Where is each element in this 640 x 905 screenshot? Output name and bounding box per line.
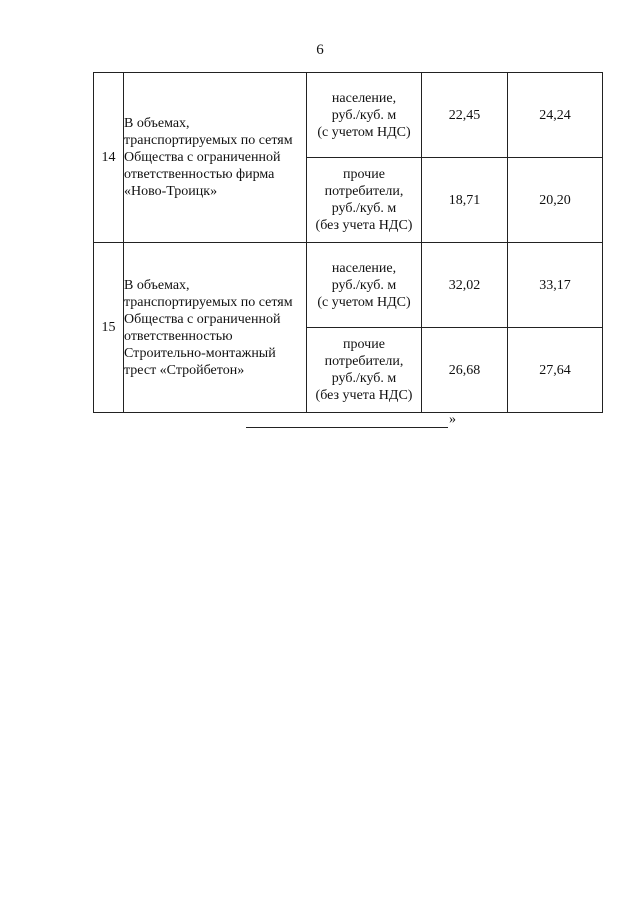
row-description: В объемах, транспортируемых по сетям Общества с ограниченной ответственностью Строительно-монтажный трест «Стройбетон» xyxy=(124,243,307,413)
unit-cell: население, руб./куб. м (с учетом НДС) xyxy=(307,243,422,328)
tariff-value-second-period: 24,24 xyxy=(508,73,603,158)
tariff-value-second-period: 33,17 xyxy=(508,243,603,328)
tariff-value-first-period: 32,02 xyxy=(422,243,508,328)
row-description: В объемах, транспортируемых по сетям Общества с ограниченной ответственностью фирма «Ново-Троицк» xyxy=(124,73,307,243)
unit-cell: население, руб./куб. м (с учетом НДС) xyxy=(307,73,422,158)
closing-quote-mark: » xyxy=(449,412,456,427)
unit-cell: прочие потребители, руб./куб. м (без учета НДС) xyxy=(307,328,422,413)
closing-line xyxy=(246,412,486,428)
tariff-table xyxy=(93,72,603,413)
tariff-value-first-period: 26,68 xyxy=(422,328,508,413)
table-row xyxy=(94,73,603,158)
row-number: 15 xyxy=(94,243,124,413)
tariff-value-first-period: 22,45 xyxy=(422,73,508,158)
row-number: 14 xyxy=(94,73,124,243)
tariff-value-second-period: 20,20 xyxy=(508,158,603,243)
tariff-value-second-period: 27,64 xyxy=(508,328,603,413)
closing-underline xyxy=(246,413,448,428)
unit-cell: прочие потребители, руб./куб. м (без учета НДС) xyxy=(307,158,422,243)
page-number: 6 xyxy=(316,42,324,58)
tariff-value-first-period: 18,71 xyxy=(422,158,508,243)
table-row xyxy=(94,243,603,328)
